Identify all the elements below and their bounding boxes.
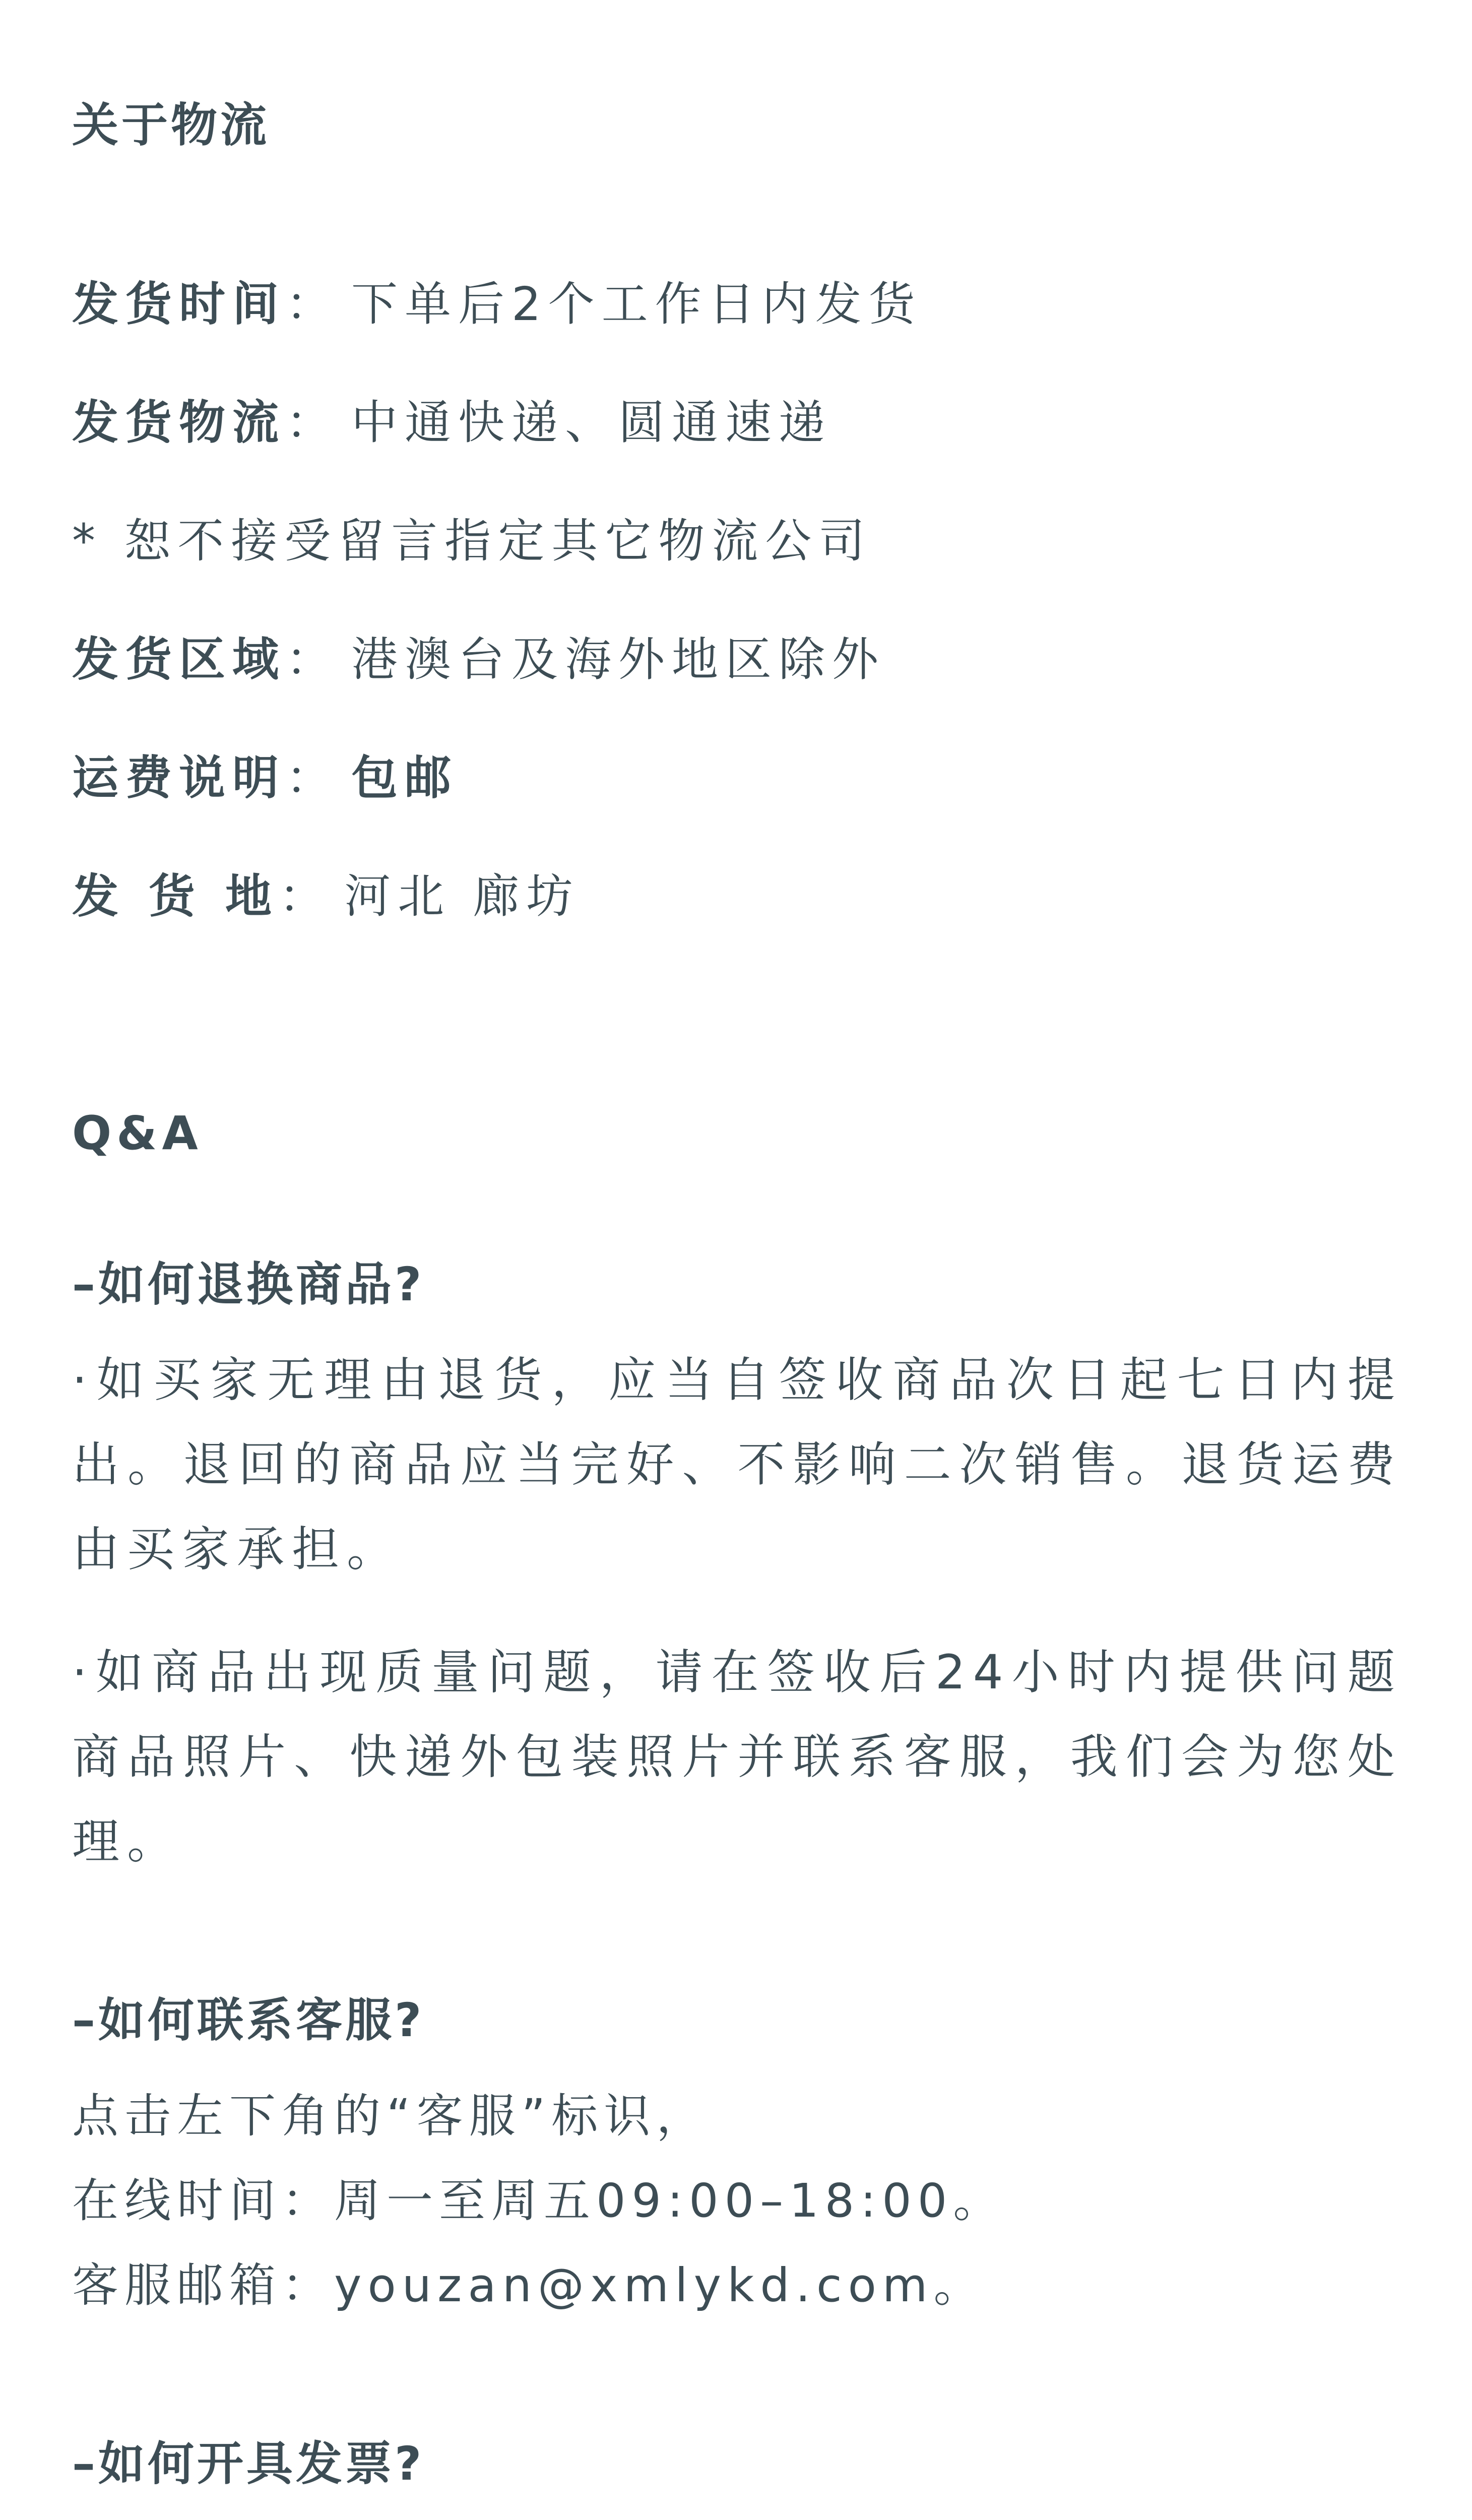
row-shipping-fee [72,741,458,807]
row-label: 运费说明 [72,751,286,805]
row-carrier-note [72,504,872,571]
row-label: 发货时间 [72,277,286,331]
row-label: 发货物流 [72,396,286,450]
row-ship-region [72,622,885,689]
row-label: 发货区域 [72,633,286,686]
logistics-title: 关于物流 [72,98,270,152]
row-value: 包邮 [351,751,459,805]
row-ship-origin [72,859,580,926]
qa-answer-returns-1: ·如买家无理由退货，应当自签收商品次日起七日内提出。退回的商品应当完好、不影响二次销售。退货运费由买家承担。 [72,1353,1402,1577]
row-separator: ： [286,277,340,331]
qa-question-contact: –如何联系客服? [72,1993,425,2047]
row-value: 港澳台及海外地区除外 [351,633,886,686]
row-ship-time [72,267,922,334]
row-separator: ： [286,751,340,805]
row-separator: ： [279,869,333,923]
contact-line: 点击左下角的“客服”标识， [72,2089,709,2143]
contact-email: 客服邮箱：youzan@xmlykd.com。 [72,2258,986,2312]
row-value: 下单后2个工作日内发货 [351,277,922,331]
row-separator: ： [286,396,340,450]
qa-answer-contact [72,2074,1402,2328]
contact-hours: 在线时间：周一至周五09:00–18:00。 [72,2174,1006,2228]
row-separator: ： [286,633,340,686]
qa-answer-returns-2: ·如商品出现质量问题，请在签收后24小时内提供问题商品照片、快递外包装照片并联系客服，我们会为您处理。 [72,1645,1402,1869]
qa-title: Q&A [72,1106,203,1160]
row-label: 发 货 地 [72,869,279,923]
qa-question-returns: –如何退换商品? [72,1257,425,1311]
row-carrier [72,386,832,452]
qa-answer-invoice [72,2517,1402,2520]
qa-question-invoice: –如何开具发票? [72,2437,425,2491]
row-note: * 恕不接受留言指定其它物流公司 [72,514,872,568]
row-value: 中通快递、圆通速递 [351,396,833,450]
row-value: 河北 廊坊 [344,869,580,923]
